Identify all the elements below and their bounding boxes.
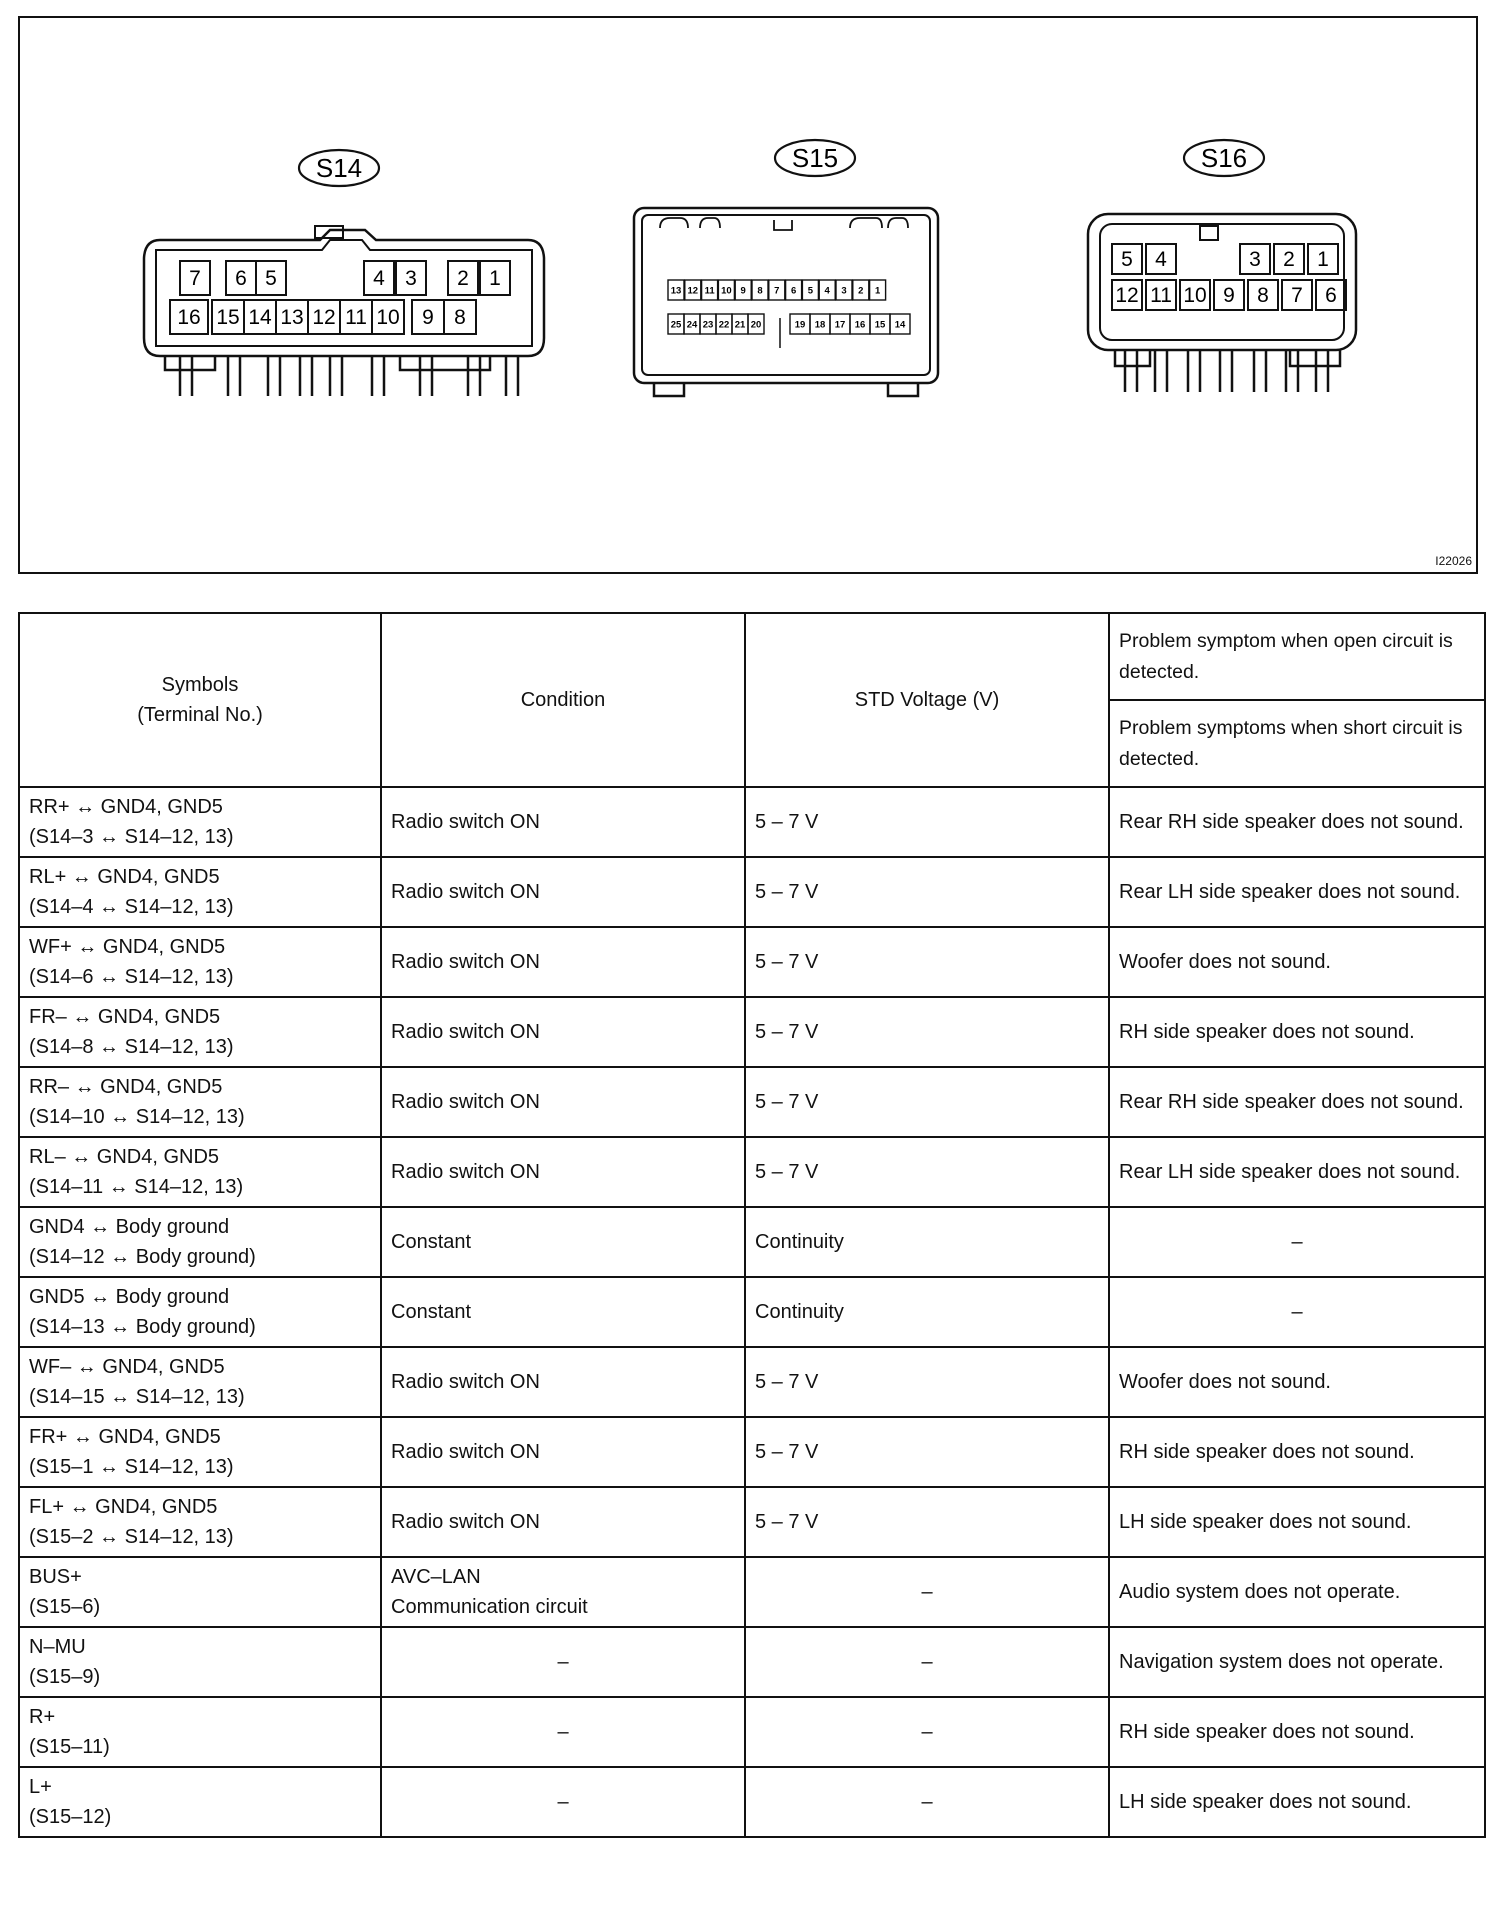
pin-s14-9: 9 bbox=[422, 306, 434, 329]
cell-condition bbox=[381, 1207, 745, 1277]
pin-s15-25: 25 bbox=[670, 319, 682, 331]
pin-s15-14: 14 bbox=[894, 319, 906, 331]
cell-voltage bbox=[745, 997, 1109, 1067]
cell-voltage bbox=[745, 1277, 1109, 1347]
condition-text: Radio switch ON bbox=[391, 1161, 540, 1183]
terminal-text: (S14–15 ↔ S14–12, 13) bbox=[29, 1386, 245, 1408]
symbol-text: WF+ ↔ GND4, GND5 bbox=[29, 936, 226, 958]
condition-text-2: Communication circuit bbox=[391, 1596, 588, 1618]
cell-condition bbox=[381, 1277, 745, 1347]
symbol-text: RL– ↔ GND4, GND5 bbox=[29, 1146, 220, 1168]
pin-s15-24: 24 bbox=[686, 319, 698, 331]
header-condition: Condition bbox=[381, 613, 745, 787]
pin-s16-12: 12 bbox=[1115, 284, 1139, 307]
cell-symptom bbox=[1109, 927, 1485, 997]
voltage-text: 5 – 7 V bbox=[755, 1441, 819, 1463]
symbol-text: BUS+ bbox=[29, 1566, 82, 1588]
table-row bbox=[19, 1277, 1485, 1347]
condition-text: AVC–LAN bbox=[391, 1566, 481, 1588]
header-row bbox=[19, 613, 1485, 700]
symbol-text: FR– ↔ GND4, GND5 bbox=[29, 1006, 221, 1028]
symbol-text: GND5 ↔ Body ground bbox=[29, 1286, 230, 1308]
condition-text: Radio switch ON bbox=[391, 1511, 540, 1533]
header-symbols bbox=[19, 613, 381, 787]
symbol-text: FL+ ↔ GND4, GND5 bbox=[29, 1496, 218, 1518]
cell-condition bbox=[381, 1487, 745, 1557]
pin-s15-6: 6 bbox=[790, 285, 797, 297]
cell-condition bbox=[381, 1627, 745, 1697]
condition-text: – bbox=[557, 1791, 569, 1813]
cell-symptom bbox=[1109, 1697, 1485, 1767]
cell-condition bbox=[381, 1417, 745, 1487]
table-row bbox=[19, 1557, 1485, 1627]
s16-label: S16 bbox=[1200, 143, 1248, 173]
table-row bbox=[19, 1417, 1485, 1487]
pin-s15-12: 12 bbox=[687, 285, 699, 297]
cell-symptom bbox=[1109, 1067, 1485, 1137]
symptom-text: Rear RH side speaker does not sound. bbox=[1119, 811, 1464, 833]
symbol-text: WF– ↔ GND4, GND5 bbox=[29, 1356, 225, 1378]
pin-s16-3: 3 bbox=[1249, 248, 1261, 271]
symbol-text: FR+ ↔ GND4, GND5 bbox=[29, 1426, 221, 1448]
pin-s15-16: 16 bbox=[854, 319, 866, 331]
terminal-text: (S15–6) bbox=[29, 1596, 101, 1618]
symptom-text: Woofer does not sound. bbox=[1119, 951, 1331, 973]
s16-legs bbox=[1125, 350, 1328, 392]
table-row bbox=[19, 1067, 1485, 1137]
voltage-text: – bbox=[921, 1791, 933, 1813]
pin-s14-1: 1 bbox=[489, 267, 501, 290]
voltage-text: 5 – 7 V bbox=[755, 1161, 819, 1183]
symbol-text: L+ bbox=[29, 1776, 52, 1798]
pin-s14-3: 3 bbox=[405, 267, 417, 290]
terminal-text: (S15–11) bbox=[29, 1736, 110, 1758]
pin-s14-7: 7 bbox=[189, 267, 201, 290]
symptom-text: Woofer does not sound. bbox=[1119, 1371, 1331, 1393]
cell-condition bbox=[381, 857, 745, 927]
cell-symbol bbox=[19, 927, 381, 997]
cell-symptom bbox=[1109, 1487, 1485, 1557]
condition-text: Constant bbox=[391, 1231, 472, 1253]
cell-condition bbox=[381, 1697, 745, 1767]
terminal-text: (S14–10 ↔ S14–12, 13) bbox=[29, 1106, 245, 1128]
pin-s14-8: 8 bbox=[454, 306, 466, 329]
cell-condition bbox=[381, 1347, 745, 1417]
table-row bbox=[19, 1207, 1485, 1277]
table-row bbox=[19, 857, 1485, 927]
pin-s15-4: 4 bbox=[824, 285, 830, 297]
cell-symbol bbox=[19, 1487, 381, 1557]
table-row bbox=[19, 1627, 1485, 1697]
cell-symbol bbox=[19, 1697, 381, 1767]
condition-text: Radio switch ON bbox=[391, 1091, 540, 1113]
symptom-text: RH side speaker does not sound. bbox=[1119, 1441, 1415, 1463]
pin-s15-11: 11 bbox=[704, 285, 715, 297]
cell-voltage bbox=[745, 1347, 1109, 1417]
cell-symbol bbox=[19, 1557, 381, 1627]
cell-symptom bbox=[1109, 1137, 1485, 1207]
symptom-text: Navigation system does not operate. bbox=[1119, 1651, 1444, 1673]
pin-s15-8: 8 bbox=[757, 285, 763, 297]
terminal-text: (S14–11 ↔ S14–12, 13) bbox=[29, 1176, 244, 1198]
header-open-symptom: Problem symptom when open circuit is detected. bbox=[1109, 613, 1485, 700]
table-row bbox=[19, 997, 1485, 1067]
condition-text: Radio switch ON bbox=[391, 1021, 540, 1043]
symptom-text: LH side speaker does not sound. bbox=[1119, 1791, 1412, 1813]
cell-condition bbox=[381, 1137, 745, 1207]
pin-s15-17: 17 bbox=[834, 319, 846, 331]
pin-s15-2: 2 bbox=[858, 285, 864, 297]
voltage-text: – bbox=[921, 1581, 933, 1603]
terminal-text: (S14–13 ↔ Body ground) bbox=[29, 1316, 256, 1338]
symptom-text: RH side speaker does not sound. bbox=[1119, 1021, 1415, 1043]
pin-s16-8: 8 bbox=[1257, 284, 1269, 307]
voltage-text: – bbox=[921, 1721, 933, 1743]
cell-symptom bbox=[1109, 1277, 1485, 1347]
header-symbols-label: Symbols bbox=[161, 674, 239, 696]
condition-text: – bbox=[557, 1721, 569, 1743]
cell-symbol bbox=[19, 1137, 381, 1207]
pin-s14-13: 13 bbox=[280, 306, 304, 329]
pin-s15-7: 7 bbox=[774, 285, 780, 297]
cell-voltage bbox=[745, 927, 1109, 997]
cell-symptom bbox=[1109, 1417, 1485, 1487]
voltage-text: Continuity bbox=[755, 1231, 844, 1253]
cell-symbol bbox=[19, 1417, 381, 1487]
table-row bbox=[19, 1347, 1485, 1417]
cell-symbol bbox=[19, 1347, 381, 1417]
table-row bbox=[19, 1487, 1485, 1557]
symptom-text: Rear LH side speaker does not sound. bbox=[1119, 881, 1461, 903]
terminal-text: (S15–1 ↔ S14–12, 13) bbox=[29, 1456, 234, 1478]
condition-text: – bbox=[557, 1651, 569, 1673]
cell-voltage bbox=[745, 1207, 1109, 1277]
cell-symptom bbox=[1109, 787, 1485, 857]
pin-s15-23: 23 bbox=[702, 319, 714, 331]
pin-s16-10: 10 bbox=[1183, 284, 1207, 307]
condition-text: Radio switch ON bbox=[391, 951, 540, 973]
cell-voltage bbox=[745, 1697, 1109, 1767]
symptom-text: – bbox=[1291, 1231, 1303, 1253]
pin-s16-1: 1 bbox=[1317, 248, 1329, 271]
cell-condition bbox=[381, 787, 745, 857]
symptom-text: RH side speaker does not sound. bbox=[1119, 1721, 1415, 1743]
cell-symbol bbox=[19, 787, 381, 857]
pin-s14-4: 4 bbox=[373, 267, 385, 290]
voltage-text: 5 – 7 V bbox=[755, 1021, 819, 1043]
table-row bbox=[19, 1697, 1485, 1767]
terminal-text: (S14–4 ↔ S14–12, 13) bbox=[29, 896, 234, 918]
condition-text: Radio switch ON bbox=[391, 881, 540, 903]
symbol-text: GND4 ↔ Body ground bbox=[29, 1216, 230, 1238]
pin-s14-14: 14 bbox=[248, 306, 272, 329]
cell-symbol bbox=[19, 1067, 381, 1137]
cell-voltage bbox=[745, 1487, 1109, 1557]
pin-s16-5: 5 bbox=[1121, 248, 1133, 271]
terminal-text: (S15–12) bbox=[29, 1806, 112, 1828]
table-row bbox=[19, 927, 1485, 997]
table-body bbox=[19, 787, 1485, 1837]
pin-s15-10: 10 bbox=[721, 285, 732, 297]
pin-s16-4: 4 bbox=[1155, 248, 1167, 271]
terminal-text: (S14–8 ↔ S14–12, 13) bbox=[29, 1036, 234, 1058]
s14-housing bbox=[144, 230, 544, 356]
table-row bbox=[19, 1767, 1485, 1837]
pin-s16-9: 9 bbox=[1223, 284, 1235, 307]
figure-id: I22026 bbox=[1435, 554, 1472, 568]
header-std-voltage: STD Voltage (V) bbox=[745, 613, 1109, 787]
cell-symptom bbox=[1109, 1557, 1485, 1627]
connector-pins bbox=[170, 244, 1346, 334]
s14-legs bbox=[180, 356, 518, 396]
pin-s14-5: 5 bbox=[265, 267, 277, 290]
pin-s14-15: 15 bbox=[216, 306, 240, 329]
pin-s15-18: 18 bbox=[814, 319, 826, 331]
symptom-text: – bbox=[1291, 1301, 1303, 1323]
cell-symbol bbox=[19, 857, 381, 927]
voltage-text: 5 – 7 V bbox=[755, 1371, 819, 1393]
symbol-text: RL+ ↔ GND4, GND5 bbox=[29, 866, 220, 888]
s15-label: S15 bbox=[791, 143, 839, 173]
condition-text: Radio switch ON bbox=[391, 1371, 540, 1393]
pin-s15-15: 15 bbox=[874, 319, 886, 331]
symbol-text: N–MU bbox=[29, 1636, 86, 1658]
header-terminal-label: (Terminal No.) bbox=[137, 704, 263, 726]
table-row bbox=[19, 1137, 1485, 1207]
pin-s15-19: 19 bbox=[794, 319, 806, 331]
pin-s15-9: 9 bbox=[740, 285, 746, 297]
voltage-text: – bbox=[921, 1651, 933, 1673]
symbol-text: R+ bbox=[29, 1706, 56, 1728]
pin-s14-2: 2 bbox=[457, 267, 469, 290]
symptom-text: Rear LH side speaker does not sound. bbox=[1119, 1161, 1461, 1183]
pin-s15-20: 20 bbox=[750, 319, 762, 331]
voltage-text: 5 – 7 V bbox=[755, 881, 819, 903]
cell-voltage bbox=[745, 1627, 1109, 1697]
terminal-text: (S14–6 ↔ S14–12, 13) bbox=[29, 966, 234, 988]
cell-voltage bbox=[745, 857, 1109, 927]
cell-symptom bbox=[1109, 857, 1485, 927]
cell-symbol bbox=[19, 997, 381, 1067]
cell-symptom bbox=[1109, 1627, 1485, 1697]
pin-s14-16: 16 bbox=[177, 306, 201, 329]
symptom-text: LH side speaker does not sound. bbox=[1119, 1511, 1412, 1533]
symbol-text: RR+ ↔ GND4, GND5 bbox=[29, 796, 223, 818]
terminal-spec-table bbox=[18, 612, 1486, 1838]
symptom-text: Rear RH side speaker does not sound. bbox=[1119, 1091, 1464, 1113]
pin-s15-5: 5 bbox=[807, 285, 814, 297]
condition-text: Constant bbox=[391, 1301, 472, 1323]
cell-voltage bbox=[745, 1137, 1109, 1207]
pin-s14-12: 12 bbox=[312, 306, 336, 329]
terminal-text: (S15–2 ↔ S14–12, 13) bbox=[29, 1526, 234, 1548]
voltage-text: 5 – 7 V bbox=[755, 1091, 819, 1113]
terminal-text: (S15–9) bbox=[29, 1666, 101, 1688]
cell-voltage bbox=[745, 1417, 1109, 1487]
voltage-text: 5 – 7 V bbox=[755, 951, 819, 973]
condition-text: Radio switch ON bbox=[391, 811, 540, 833]
pin-s16-7: 7 bbox=[1291, 284, 1303, 307]
voltage-text: 5 – 7 V bbox=[755, 811, 819, 833]
connector-labels bbox=[299, 140, 1264, 186]
cell-symbol bbox=[19, 1207, 381, 1277]
cell-symptom bbox=[1109, 1207, 1485, 1277]
pin-s16-11: 11 bbox=[1150, 284, 1172, 307]
cell-condition bbox=[381, 1067, 745, 1137]
cell-condition bbox=[381, 1557, 745, 1627]
cell-condition bbox=[381, 1767, 745, 1837]
cell-condition bbox=[381, 997, 745, 1067]
cell-symbol bbox=[19, 1627, 381, 1697]
header-short-symptom: Problem symptoms when short circuit is detected. bbox=[1109, 700, 1485, 787]
cell-symbol bbox=[19, 1767, 381, 1837]
terminal-text: (S14–3 ↔ S14–12, 13) bbox=[29, 826, 234, 848]
pin-s15-3: 3 bbox=[841, 285, 847, 297]
symptom-text: Audio system does not operate. bbox=[1119, 1581, 1401, 1603]
cell-voltage bbox=[745, 1767, 1109, 1837]
condition-text: Radio switch ON bbox=[391, 1441, 540, 1463]
connector-diagram bbox=[18, 16, 1478, 574]
cell-voltage bbox=[745, 787, 1109, 857]
pin-s15-22: 22 bbox=[718, 319, 730, 331]
pin-s14-10: 10 bbox=[376, 306, 400, 329]
cell-symptom bbox=[1109, 1767, 1485, 1837]
voltage-text: 5 – 7 V bbox=[755, 1511, 819, 1533]
pin-s16-2: 2 bbox=[1283, 248, 1295, 271]
s14-label: S14 bbox=[315, 153, 363, 183]
pin-s15-1: 1 bbox=[874, 285, 881, 297]
pin-s15-13: 13 bbox=[670, 285, 682, 297]
cell-condition bbox=[381, 927, 745, 997]
terminal-text: (S14–12 ↔ Body ground) bbox=[29, 1246, 256, 1268]
cell-symptom bbox=[1109, 1347, 1485, 1417]
pin-s16-6: 6 bbox=[1325, 284, 1337, 307]
voltage-text: Continuity bbox=[755, 1301, 844, 1323]
cell-voltage bbox=[745, 1067, 1109, 1137]
table-row bbox=[19, 787, 1485, 857]
pin-s15-21: 21 bbox=[734, 319, 746, 331]
symbol-text: RR– ↔ GND4, GND5 bbox=[29, 1076, 223, 1098]
cell-voltage bbox=[745, 1557, 1109, 1627]
connector-drawing bbox=[20, 18, 1476, 572]
cell-symbol bbox=[19, 1277, 381, 1347]
pin-s14-11: 11 bbox=[345, 306, 367, 329]
cell-symptom bbox=[1109, 997, 1485, 1067]
pin-s14-6: 6 bbox=[235, 267, 247, 290]
